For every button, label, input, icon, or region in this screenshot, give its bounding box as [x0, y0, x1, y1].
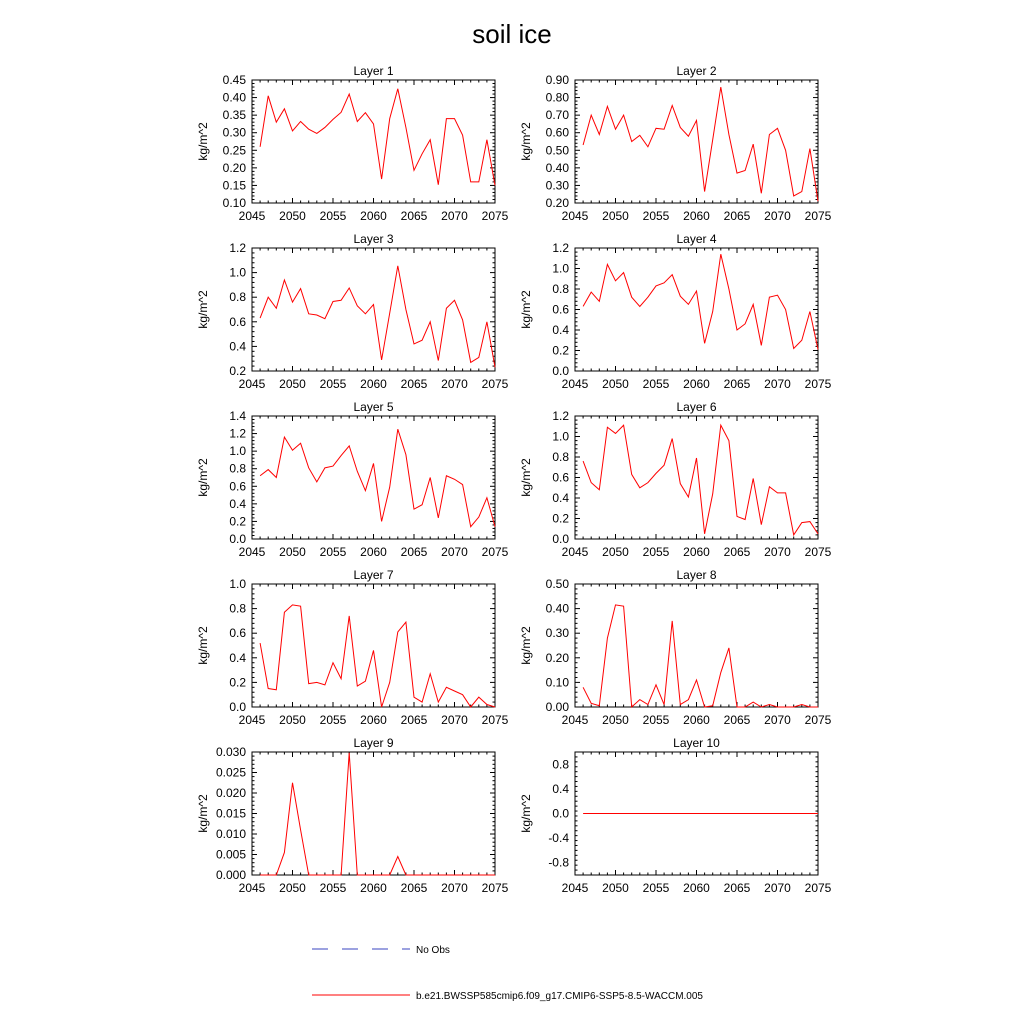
y-axis-label: kg/m^2: [196, 290, 210, 329]
x-tick-label: 2050: [279, 209, 306, 223]
y-tick-label: 0.4: [229, 339, 246, 354]
x-tick-label: 2055: [642, 377, 670, 391]
x-tick-label: 2050: [279, 545, 306, 559]
y-tick-label: 0.70: [545, 108, 569, 123]
series-line: [260, 753, 495, 875]
x-tick-label: 2060: [683, 545, 710, 559]
y-tick-label: 1.0: [229, 444, 246, 459]
series-line: [583, 425, 818, 535]
x-tick-label: 2050: [602, 377, 629, 391]
x-tick-label: 2045: [561, 545, 589, 559]
x-tick-label: 2070: [764, 545, 791, 559]
y-tick-label: 0.000: [215, 868, 246, 882]
figure-title: soil ice: [472, 19, 552, 49]
x-tick-label: 2060: [683, 377, 710, 391]
y-tick-label: 0.0: [552, 364, 569, 378]
legend: [312, 945, 703, 1002]
chart-panel-4: [519, 232, 832, 391]
x-tick-label: 2075: [804, 377, 832, 391]
x-tick-label: 2065: [723, 881, 751, 895]
x-tick-label: 2065: [723, 545, 751, 559]
x-tick-label: 2070: [441, 545, 468, 559]
x-tick-label: 2070: [441, 377, 468, 391]
y-tick-label: 0.015: [215, 806, 246, 821]
series-line: [583, 254, 818, 349]
y-tick-label: 0.10: [545, 675, 569, 690]
x-tick-label: 2075: [481, 377, 509, 391]
x-tick-label: 2050: [279, 377, 306, 391]
y-tick-label: 0.6: [552, 302, 569, 317]
y-tick-label: 1.2: [229, 241, 246, 255]
y-tick-label: -0.8: [548, 855, 569, 870]
y-tick-label: 0.45: [222, 73, 246, 87]
x-tick-label: 2045: [561, 209, 589, 223]
y-tick-label: 0.2: [229, 514, 246, 529]
chart-panel-7: [196, 568, 509, 727]
x-tick-label: 2075: [804, 545, 832, 559]
y-tick-label: 0.025: [215, 765, 246, 780]
panel-title: Layer 5: [353, 400, 394, 414]
x-tick-label: 2060: [360, 209, 387, 223]
y-tick-label: 0.0: [552, 532, 569, 546]
y-axis-label: kg/m^2: [519, 626, 533, 665]
series-line: [583, 87, 818, 201]
x-tick-label: 2075: [481, 881, 509, 895]
plot-frame: [575, 416, 818, 539]
x-tick-label: 2075: [804, 881, 832, 895]
y-tick-label: 0.0: [552, 806, 569, 821]
x-tick-label: 2045: [238, 545, 266, 559]
plot-frame: [252, 80, 495, 203]
y-tick-label: -0.4: [548, 831, 569, 846]
y-tick-label: 1.0: [552, 429, 569, 444]
y-tick-label: 0.20: [222, 160, 246, 175]
y-tick-label: 0.4: [552, 781, 569, 796]
x-tick-label: 2055: [319, 209, 347, 223]
x-tick-label: 2045: [561, 377, 589, 391]
y-tick-label: 1.2: [229, 426, 246, 441]
x-tick-label: 2060: [683, 713, 710, 727]
x-tick-label: 2065: [723, 713, 751, 727]
y-tick-label: 1.2: [552, 409, 569, 423]
y-tick-label: 0.8: [552, 282, 569, 296]
panel-title: Layer 1: [353, 64, 394, 78]
y-tick-label: 0.8: [229, 461, 246, 476]
panel-title: Layer 7: [353, 568, 394, 582]
y-tick-label: 0.15: [222, 178, 246, 193]
panel-title: Layer 6: [676, 400, 717, 414]
x-tick-label: 2075: [481, 713, 509, 727]
plot-frame: [575, 584, 818, 707]
y-tick-label: 0.005: [215, 847, 246, 862]
y-axis-label: kg/m^2: [196, 122, 210, 161]
x-tick-label: 2070: [441, 209, 468, 223]
y-tick-label: 0.8: [229, 601, 246, 616]
panel-title: Layer 8: [676, 568, 717, 582]
x-tick-label: 2050: [602, 545, 629, 559]
y-tick-label: 0.8: [552, 757, 569, 772]
x-tick-label: 2045: [238, 209, 266, 223]
x-tick-label: 2045: [238, 881, 266, 895]
y-axis-label: kg/m^2: [519, 290, 533, 329]
y-axis-label: kg/m^2: [196, 458, 210, 497]
x-tick-label: 2045: [238, 713, 266, 727]
y-tick-label: 0.4: [229, 496, 246, 511]
y-tick-label: 1.4: [229, 409, 246, 423]
x-tick-label: 2070: [764, 209, 791, 223]
x-tick-label: 2070: [441, 881, 468, 895]
y-tick-label: 0.010: [215, 827, 246, 841]
x-tick-label: 2055: [642, 713, 670, 727]
legend-obs-label: No Obs: [416, 945, 450, 956]
y-tick-label: 1.2: [552, 241, 569, 255]
chart-panel-5: [196, 400, 509, 559]
y-axis-label: kg/m^2: [196, 794, 210, 833]
x-tick-label: 2065: [723, 209, 751, 223]
y-axis-label: kg/m^2: [196, 626, 210, 665]
panel-title: Layer 4: [676, 232, 717, 246]
y-tick-label: 0.0: [229, 700, 246, 714]
x-tick-label: 2065: [400, 377, 428, 391]
y-tick-label: 0.30: [545, 626, 569, 641]
y-tick-label: 0.35: [222, 108, 246, 123]
y-tick-label: 0.50: [545, 577, 569, 591]
x-tick-label: 2070: [764, 377, 791, 391]
y-tick-label: 1.0: [229, 265, 246, 280]
y-tick-label: 0.8: [229, 290, 246, 305]
x-tick-label: 2065: [400, 545, 428, 559]
y-tick-label: 0.6: [229, 479, 246, 494]
x-tick-label: 2055: [319, 713, 347, 727]
y-tick-label: 0.4: [552, 491, 569, 505]
plot-frame: [252, 584, 495, 707]
y-tick-label: 0.10: [222, 196, 246, 210]
chart-panel-9: [196, 736, 509, 895]
y-tick-label: 0.50: [545, 143, 569, 158]
y-axis-label: kg/m^2: [519, 794, 533, 833]
x-tick-label: 2060: [683, 881, 710, 895]
y-tick-label: 0.8: [552, 450, 569, 464]
plot-frame: [252, 416, 495, 539]
x-tick-label: 2050: [602, 209, 629, 223]
series-line: [260, 89, 495, 186]
chart-panel-8: [519, 568, 832, 727]
plot-frame: [575, 80, 818, 203]
plot-frame: [575, 248, 818, 371]
y-tick-label: 0.6: [229, 314, 246, 329]
x-tick-label: 2050: [279, 713, 306, 727]
y-tick-label: 0.020: [215, 786, 246, 800]
chart-panel-3: [196, 232, 509, 391]
y-tick-label: 0.80: [545, 90, 569, 105]
y-tick-label: 0.25: [222, 143, 246, 158]
y-tick-label: 1.0: [229, 577, 246, 591]
x-tick-label: 2055: [319, 881, 347, 895]
x-tick-label: 2065: [400, 209, 428, 223]
y-tick-label: 0.2: [229, 675, 246, 690]
x-tick-label: 2070: [441, 713, 468, 727]
y-tick-label: 0.4: [552, 323, 569, 337]
panel-title: Layer 2: [676, 64, 717, 78]
y-tick-label: 0.40: [545, 160, 569, 175]
panel-title: Layer 10: [673, 736, 720, 750]
y-tick-label: 0.6: [229, 626, 246, 641]
x-tick-label: 2070: [764, 881, 791, 895]
x-tick-label: 2060: [360, 881, 387, 895]
x-tick-label: 2070: [764, 713, 791, 727]
x-tick-label: 2075: [481, 209, 509, 223]
x-tick-label: 2075: [481, 545, 509, 559]
y-tick-label: 1.0: [552, 261, 569, 276]
legend-model-label: b.e21.BWSSP585cmip6.f09_g17.CMIP6-SSP5-8.5-WACCM.005: [416, 991, 703, 1002]
chart-panel-10: [519, 736, 832, 895]
y-tick-label: 0.2: [552, 343, 569, 358]
y-tick-label: 0.6: [552, 470, 569, 485]
x-tick-label: 2050: [602, 713, 629, 727]
panel-title: Layer 3: [353, 232, 394, 246]
y-tick-label: 0.30: [545, 178, 569, 193]
chart-panel-6: [519, 400, 832, 559]
x-tick-label: 2055: [319, 377, 347, 391]
x-tick-label: 2065: [723, 377, 751, 391]
x-tick-label: 2060: [360, 377, 387, 391]
panel-title: Layer 9: [353, 736, 394, 750]
y-tick-label: 0.0: [229, 532, 246, 546]
y-axis-label: kg/m^2: [519, 458, 533, 497]
chart-panel-2: [519, 64, 832, 223]
x-tick-label: 2075: [804, 209, 832, 223]
x-tick-label: 2045: [561, 713, 589, 727]
y-tick-label: 0.00: [545, 700, 569, 714]
series-line: [260, 266, 495, 367]
y-tick-label: 0.20: [545, 196, 569, 210]
series-line: [260, 605, 495, 707]
y-axis-label: kg/m^2: [519, 122, 533, 161]
x-tick-label: 2050: [602, 881, 629, 895]
x-tick-label: 2055: [642, 881, 670, 895]
series-line: [260, 429, 495, 527]
y-tick-label: 0.20: [545, 650, 569, 665]
y-tick-label: 0.60: [545, 125, 569, 140]
chart-panel-1: [196, 64, 509, 223]
x-tick-label: 2045: [561, 881, 589, 895]
x-tick-label: 2075: [804, 713, 832, 727]
y-tick-label: 0.2: [552, 511, 569, 526]
x-tick-label: 2065: [400, 881, 428, 895]
y-tick-label: 0.4: [229, 650, 246, 665]
y-tick-label: 0.40: [545, 601, 569, 616]
y-tick-label: 0.40: [222, 90, 246, 105]
series-line: [583, 605, 818, 707]
y-tick-label: 0.30: [222, 125, 246, 140]
panels: [196, 64, 832, 895]
y-tick-label: 0.030: [215, 745, 246, 759]
x-tick-label: 2050: [279, 881, 306, 895]
x-tick-label: 2060: [360, 545, 387, 559]
x-tick-label: 2055: [319, 545, 347, 559]
x-tick-label: 2045: [238, 377, 266, 391]
x-tick-label: 2055: [642, 545, 670, 559]
y-tick-label: 0.2: [229, 364, 246, 378]
y-tick-label: 0.90: [545, 73, 569, 87]
x-tick-label: 2060: [360, 713, 387, 727]
x-tick-label: 2055: [642, 209, 670, 223]
x-tick-label: 2065: [400, 713, 428, 727]
x-tick-label: 2060: [683, 209, 710, 223]
